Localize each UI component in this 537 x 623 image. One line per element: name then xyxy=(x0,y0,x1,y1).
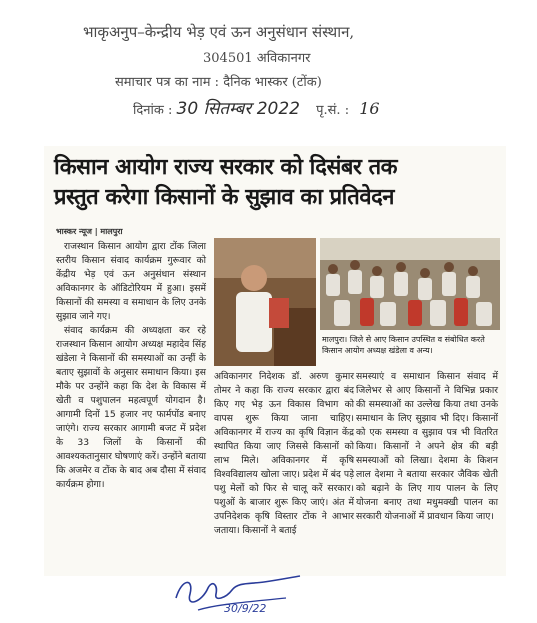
newspaper-name: दैनिक भास्कर (टोंक) xyxy=(223,75,322,90)
byline: भास्कर न्यूज | मालपुरा xyxy=(56,227,123,236)
newspaper-label: समाचार पत्र का नाम : xyxy=(115,75,220,90)
headline-line-2: प्रस्तुत करेगा किसानों के सुझाव का प्रतिवेदन xyxy=(54,184,394,210)
audience-photo xyxy=(320,238,500,330)
page-label: पृ.सं. : xyxy=(316,103,350,118)
institute-address: 304501 अविकानगर xyxy=(203,51,311,66)
handwritten-signature xyxy=(168,568,308,616)
newspaper-row xyxy=(115,72,322,90)
article-column-1 xyxy=(56,240,206,492)
institute-name: भाकृअनुप–केन्द्रीय भेड़ एवं ऊन अनुसंधान संस्थान, xyxy=(83,23,355,41)
article-column-2: अविकानगर निदेशक डॉ. अरुण कुमार तोमर ने कहा कि राज्य सरकार द्वारा बंद किए गए भेड़ ऊन विकास विभाग को वापस शुरू किया जाना चाहिए। अविकानगर में राज्य का कृषि विज्ञान केंद्र स्थापित किया जाए जिससे किसानों को लाभ मिले। अविकानगर में कृषि विश्वविद्यालय खोला जाए। प्रदेश में बंद पड़े पशु मेलों को फिर से चालू करें सरकार। पशुओं के बाजार शुरू किए जाएं। अंत में उपनिदेशक कृषि विस्तार टोंक ने आभार जताया। किसानों ने बताई xyxy=(214,371,354,536)
paragraph-intro: राजस्थान किसान आयोग द्वारा टोंक जिला स्तरीय किसान संवाद कार्यक्रम गुरूवार को केंद्रीय भेड़ एवं ऊन अनुसंधान संस्थान अविकानगर के ऑडिटोरियम में हुआ। इसमें किसानों की समस्या व समाधान के लिए उनके सुझाव जाने गए। xyxy=(56,241,206,322)
headline-line-1: किसान आयोग राज्य सरकार को दिसंबर तक xyxy=(54,154,398,180)
svg-text:30/9/22: 30/9/22 xyxy=(224,602,267,615)
headline xyxy=(54,152,499,212)
photo-caption: मालपुरा। जिले से आए किसान उपस्थित व संबोधित करते किसान आयोग अध्यक्ष खंडेला व अन्य। xyxy=(322,335,485,355)
newspaper-clipping xyxy=(44,146,506,576)
paragraph-body: संवाद कार्यक्रम की अध्यक्षता कर रहे राजस्थान किसान आयोग अध्यक्ष महादेव सिंह खंडेला ने किसानों की समस्याओं का उन्हीं के बताए सुझावों के अनुसार समाधान किया। इस मौके पर उन्होंने कहा कि देश के विकास में खेती व पशुपालन महत्वपूर्ण योगदान है। आगामी दिनों 15 हजार नए फार्मपोंड बनाए जाएंगे। राज्य सरकार आगामी बजट में प्रदेश के 33 जिलों के किसानों की आवश्यकतानुसार घोषणाएं करें। उन्होंने बताया कि अजमेर व टोंक के बाद अब दौसा में संवाद कार्यक्रम होगा। xyxy=(56,325,206,490)
page-number: 16 xyxy=(359,99,380,118)
article-column-3: समस्याएं व समाधान किसान संवाद में जिलेभर से आए किसानों ने विभिन्न प्रकार की समस्याओं का उल्लेख किया तथा उनके समाधान के लिए सुझाव भी दिए। किसानों को एक समस्या व सुझाव पत्र भी वितरित किया। किसानों ने अपने क्षेत्र की बड़ी समस्याओं को लिखा। देशमा के किशन लाल देशमा ने बताया सरकार जैविक खेती को बढ़ाने के लिए गाय पालन के लिए योजना बनाए तथा मधुमक्खी पालन का सरकारी योजनाओं में प्रावधान किया जाए। xyxy=(356,371,498,522)
date-value: 30 सितम्बर 2022 xyxy=(176,99,300,119)
date-row xyxy=(133,96,380,119)
date-label: दिनांक : xyxy=(133,103,173,118)
speaker-photo xyxy=(214,238,316,366)
